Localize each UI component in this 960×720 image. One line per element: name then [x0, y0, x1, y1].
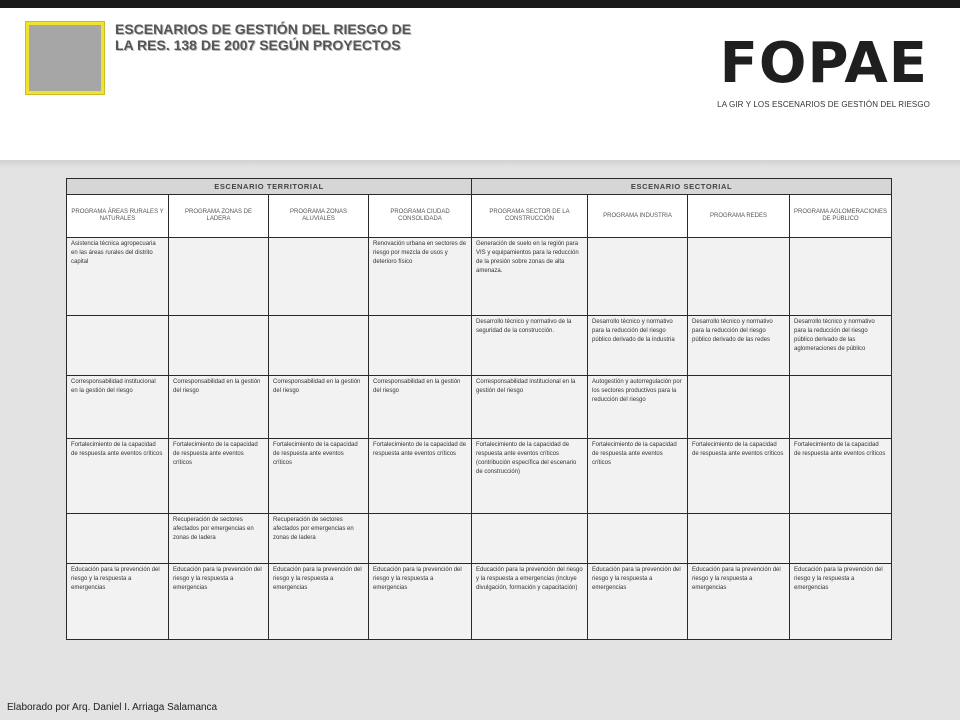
table-row [67, 439, 892, 514]
table-cell: Desarrollo técnico y normativo para la reducción del riesgo público derivado de las aglomeraciones de público [790, 316, 892, 376]
table-cell [688, 238, 790, 316]
table-cell: Educación para la prevención del riesgo y la respuesta a emergencias [588, 564, 688, 640]
table-cell [790, 238, 892, 316]
table-cell [169, 238, 269, 316]
brand-logo-text: FOPAE [719, 31, 928, 96]
table-cell: Educación para la prevención del riesgo y la respuesta a emergencias [790, 564, 892, 640]
table-cell: Fortalecimiento de la capacidad de respuesta ante eventos críticos [688, 439, 790, 514]
table-row [67, 316, 892, 376]
table-cell [790, 376, 892, 439]
table-cell: Fortalecimiento de la capacidad de respuesta ante eventos críticos [369, 439, 472, 514]
header [0, 8, 960, 160]
table-cell: Autogestión y autorregulación por los sectores productivos para la reducción del riesgo [588, 376, 688, 439]
page-title [115, 21, 515, 53]
title-line-1: ESCENARIOS DE GESTIÓN DEL RIESGO DE [115, 21, 412, 37]
table-cell [369, 316, 472, 376]
table-cell: Fortalecimiento de la capacidad de respuesta ante eventos críticos [67, 439, 169, 514]
table-cell: Educación para la prevención del riesgo y la respuesta a emergencias [67, 564, 169, 640]
column-header: PROGRAMA AGLOMERACIONES DE PÚBLICO [790, 195, 892, 238]
table-cell: Corresponsabilidad en la gestión del riesgo [369, 376, 472, 439]
group-header-sectorial: ESCENARIO SECTORIAL [472, 179, 892, 195]
column-header: PROGRAMA CIUDAD CONSOLIDADA [369, 195, 472, 238]
table-cell [169, 316, 269, 376]
column-header: PROGRAMA ÁREAS RURALES Y NATURALES [67, 195, 169, 238]
table-cell: Fortalecimiento de la capacidad de respuesta ante eventos críticos [588, 439, 688, 514]
column-header: PROGRAMA SECTOR DE LA CONSTRUCCIÓN [472, 195, 588, 238]
table-cell: Corresponsabilidad en la gestión del riesgo [169, 376, 269, 439]
table-cell: Fortalecimiento de la capacidad de respuesta ante eventos críticos [790, 439, 892, 514]
column-header-row [67, 195, 892, 238]
column-header: PROGRAMA REDES [688, 195, 790, 238]
table-row [67, 238, 892, 316]
column-header: PROGRAMA ZONAS DE LADERA [169, 195, 269, 238]
logo-placeholder [26, 22, 104, 94]
table-cell [688, 514, 790, 564]
scenarios-table [66, 178, 892, 640]
table-cell: Corresponsabilidad institucional en la gestión del riesgo [67, 376, 169, 439]
table-cell: Educación para la prevención del riesgo y la respuesta a emergencias [369, 564, 472, 640]
table-cell: Educación para la prevención del riesgo y la respuesta a emergencias (incluye divulgación, formación y capacitación) [472, 564, 588, 640]
table-cell: Desarrollo técnico y normativo de la seguridad de la construcción. [472, 316, 588, 376]
table-row [67, 564, 892, 640]
table-row [67, 376, 892, 439]
table-cell: Educación para la prevención del riesgo y la respuesta a emergencias [688, 564, 790, 640]
table-cell: Desarrollo técnico y normativo para la reducción del riesgo público derivado de la industria [588, 316, 688, 376]
table-cell: Renovación urbana en sectores de riesgo por mezcla de usos y deterioro físico [369, 238, 472, 316]
table-row [67, 514, 892, 564]
table-cell: Fortalecimiento de la capacidad de respuesta ante eventos críticos [269, 439, 369, 514]
table-cell: Recuperación de sectores afectados por emergencias en zonas de ladera [269, 514, 369, 564]
group-header-territorial: ESCENARIO TERRITORIAL [67, 179, 472, 195]
table-cell [688, 376, 790, 439]
table-cell [369, 514, 472, 564]
table-cell [588, 514, 688, 564]
table-cell [269, 316, 369, 376]
table-cell [269, 238, 369, 316]
table-cell: Corresponsabilidad en la gestión del riesgo [269, 376, 369, 439]
table-cell: Fortalecimiento de la capacidad de respuesta ante eventos críticos (contribución específica del escenario de construcción) [472, 439, 588, 514]
table-cell [588, 238, 688, 316]
footer-credit: Elaborado por Arq. Daniel I. Arriaga Salamanca [7, 702, 218, 713]
table-cell: Educación para la prevención del riesgo y la respuesta a emergencias [169, 564, 269, 640]
brand-subtitle: LA GIR Y LOS ESCENARIOS DE GESTIÓN DEL RIESGO [717, 100, 930, 109]
table-cell [67, 514, 169, 564]
table-cell: Desarrollo técnico y normativo para la reducción del riesgo público derivado de las redes [688, 316, 790, 376]
column-header: PROGRAMA INDUSTRIA [588, 195, 688, 238]
table-body [67, 238, 892, 640]
table-cell [472, 514, 588, 564]
table-cell: Generación de suelo en la región para VIS y equipamientos para la reducción de la presión sobre zonas de alta amenaza. [472, 238, 588, 316]
column-header: PROGRAMA ZONAS ALUVIALES [269, 195, 369, 238]
table-cell [67, 316, 169, 376]
table-cell: Recuperación de sectores afectados por emergencias en zonas de ladera [169, 514, 269, 564]
group-header-row [67, 179, 892, 195]
table-cell: Asistencia técnica agropecuaria en las áreas rurales del distrito capital [67, 238, 169, 316]
table-cell: Educación para la prevención del riesgo y la respuesta a emergencias [269, 564, 369, 640]
table-cell [790, 514, 892, 564]
top-bar [0, 0, 960, 8]
table-cell: Fortalecimiento de la capacidad de respuesta ante eventos críticos [169, 439, 269, 514]
table-cell: Corresponsabilidad institucional en la gestión del riesgo [472, 376, 588, 439]
title-line-2: LA RES. 138 DE 2007 SEGÚN PROYECTOS [115, 37, 401, 53]
header-shadow [0, 160, 960, 168]
